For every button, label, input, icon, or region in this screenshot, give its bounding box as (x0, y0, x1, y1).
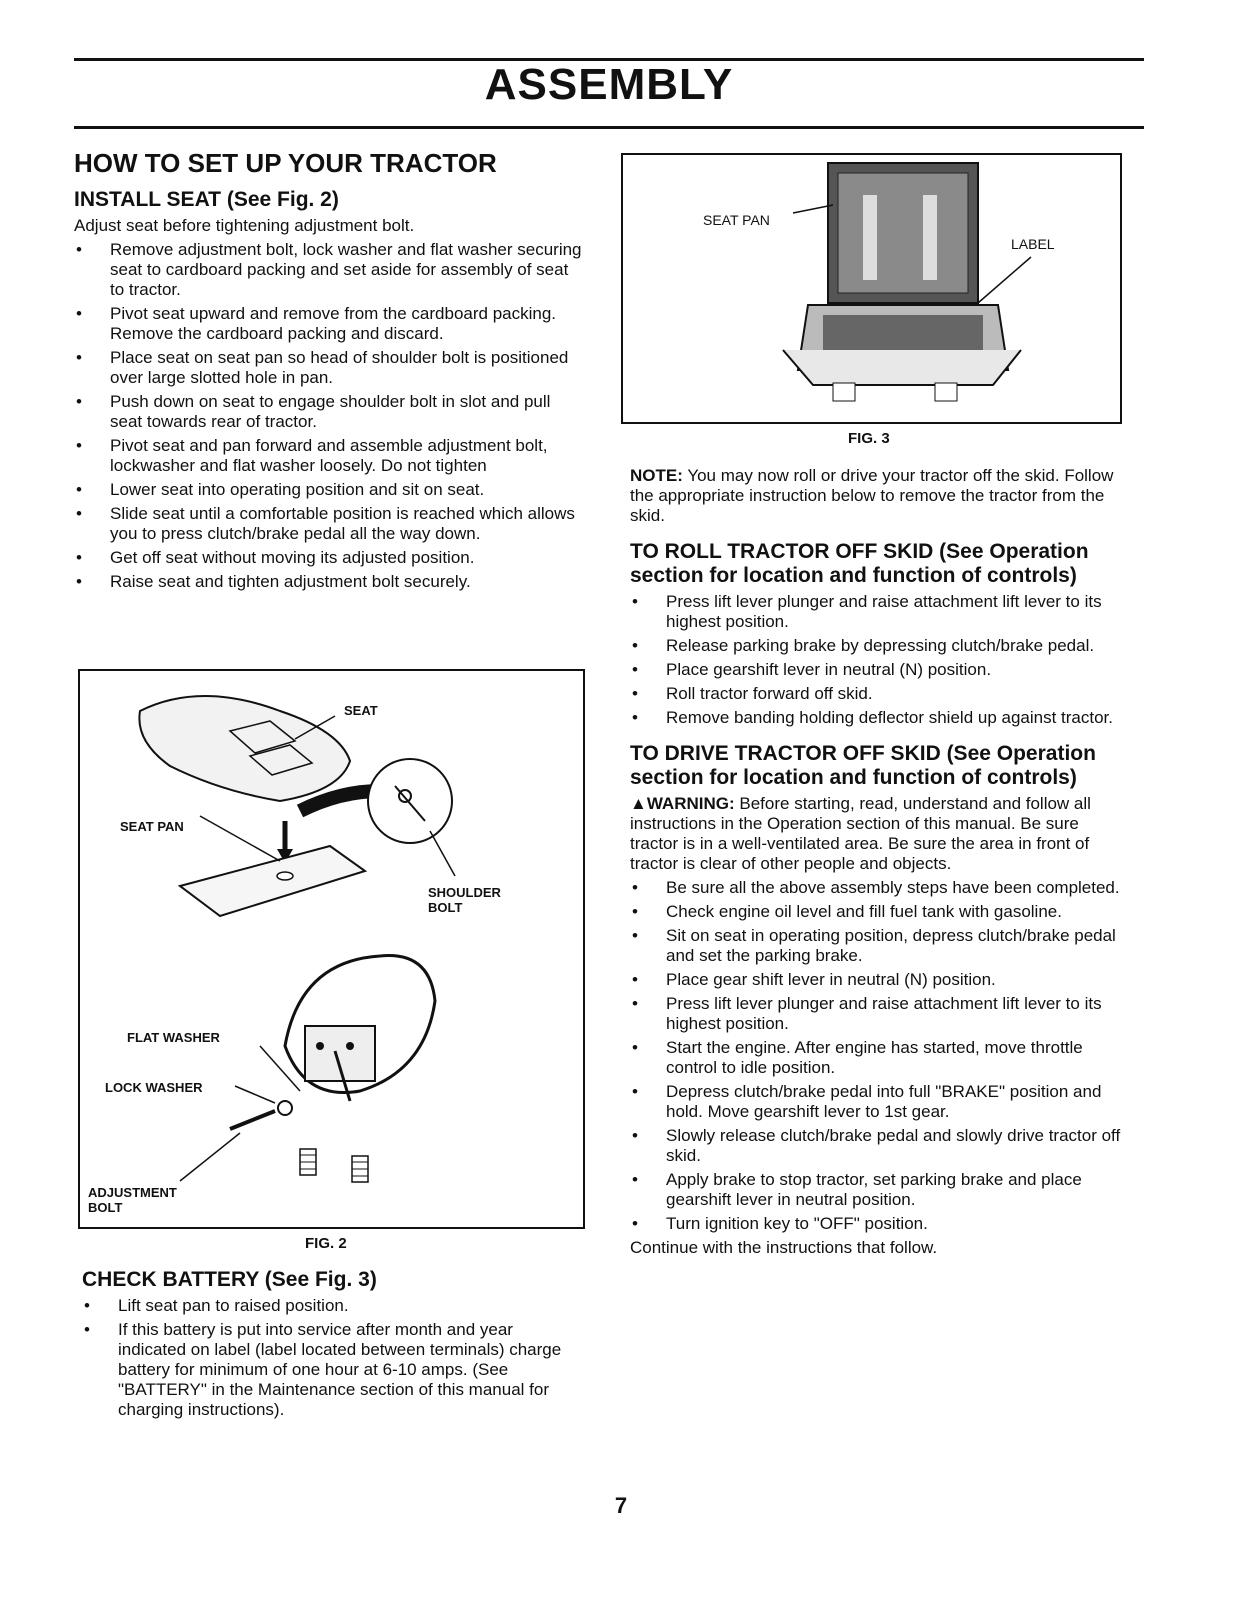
list-item: • Release parking brake by depressing clutch/brake pedal. (630, 636, 1130, 656)
list-item: • Slide seat until a comfortable position is reached which allows you to press clutch/brake pedal all the way down. (74, 504, 584, 544)
title-rule (74, 126, 1144, 129)
page-number: 7 (614, 1493, 628, 1518)
left-column (74, 148, 584, 596)
flat-washer-label: FLAT WASHER (127, 1030, 220, 1045)
drive-off-list (630, 878, 1130, 1234)
list-item: • Check engine oil level and fill fuel tank with gasoline. (630, 902, 1130, 922)
list-item: • Remove adjustment bolt, lock washer and flat washer securing seat to cardboard packing and set aside for assembly of seat to tractor. (74, 240, 584, 300)
fig2-caption: FIG. 2 (305, 1235, 347, 1252)
seat-label: SEAT (344, 703, 378, 718)
label-callout: LABEL (1011, 236, 1055, 252)
shoulder-bolt-label: SHOULDER BOLT (428, 885, 501, 915)
list-item: • Lower seat into operating position and sit on seat. (74, 480, 584, 500)
roll-off-list (630, 592, 1130, 728)
list-item: • Press lift lever plunger and raise attachment lift lever to its highest position. (630, 994, 1130, 1034)
check-battery-list (82, 1296, 582, 1420)
list-item: • Pivot seat and pan forward and assemble adjustment bolt, lockwasher and flat washer loosely. Do not tighten (74, 436, 584, 476)
battery-seat-pan-diagram (623, 155, 1120, 422)
list-item: • Place gear shift lever in neutral (N) position. (630, 970, 1130, 990)
list-item: • Push down on seat to engage shoulder bolt in slot and pull seat towards rear of tractor. (74, 392, 584, 432)
seat-pan-label: SEAT PAN (120, 819, 184, 834)
drive-off-heading: TO DRIVE TRACTOR OFF SKID (See Operation section for location and function of controls) (630, 742, 1096, 789)
fig3-caption: FIG. 3 (848, 430, 890, 447)
warning-text: Before starting, read, understand and follow all instructions in the Operation section of this manual. Be sure tractor is in a well-ventilated area. Be sure the area in front of tractor is clear of other people and objects. (630, 794, 1091, 873)
adjustment-bolt-label: ADJUSTMENT BOLT (88, 1185, 177, 1215)
list-item: • If this battery is put into service after month and year indicated on label (label located between terminals) charge battery for minimum of one hour at 6-10 amps. (See "BATTERY" in the Maintenance section of this manual for charging instructions). (82, 1320, 582, 1420)
right-column (630, 466, 1130, 1262)
list-item: • Place gearshift lever in neutral (N) position. (630, 660, 1130, 680)
seat-pan-label: SEAT PAN (703, 212, 770, 228)
list-item: • Lift seat pan to raised position. (82, 1296, 582, 1316)
warning-label: WARNING: (646, 794, 735, 813)
check-battery-section (82, 1268, 582, 1424)
list-item: • Roll tractor forward off skid. (630, 684, 1130, 704)
figure-3 (621, 153, 1122, 424)
figure-2 (78, 669, 585, 1229)
install-seat-intro: Adjust seat before tightening adjustment bolt. (74, 216, 415, 235)
note-text: You may now roll or drive your tractor off the skid. Follow the appropriate instruction below to remove the tractor from the skid. (630, 466, 1114, 525)
section-title: HOW TO SET UP YOUR TRACTOR (74, 148, 497, 178)
list-item: • Apply brake to stop tractor, set parking brake and place gearshift lever in neutral position. (630, 1170, 1130, 1210)
roll-off-heading: TO ROLL TRACTOR OFF SKID (See Operation section for location and function of controls) (630, 540, 1089, 587)
check-battery-heading: CHECK BATTERY (See Fig. 3) (82, 1268, 377, 1291)
list-item: • Pivot seat upward and remove from the cardboard packing. Remove the cardboard packing and discard. (74, 304, 584, 344)
warning-paragraph (630, 794, 1130, 874)
note-paragraph (630, 466, 1130, 526)
closing-text: Continue with the instructions that follow. (630, 1238, 938, 1257)
list-item: • Place seat on seat pan so head of shoulder bolt is positioned over large slotted hole in pan. (74, 348, 584, 388)
list-item: • Start the engine. After engine has started, move throttle control to idle position. (630, 1038, 1130, 1078)
list-item: • Be sure all the above assembly steps have been completed. (630, 878, 1130, 898)
list-item: • Sit on seat in operating position, depress clutch/brake pedal and set the parking brake. (630, 926, 1130, 966)
page-title: ASSEMBLY (484, 60, 734, 109)
install-seat-heading: INSTALL SEAT (See Fig. 2) (74, 188, 339, 211)
seat-assembly-diagram (80, 671, 583, 1227)
list-item: • Turn ignition key to "OFF" position. (630, 1214, 1130, 1234)
list-item: • Slowly release clutch/brake pedal and slowly drive tractor off skid. (630, 1126, 1130, 1166)
list-item: • Get off seat without moving its adjusted position. (74, 548, 584, 568)
warning-icon: ▲ (630, 794, 647, 813)
note-label: NOTE: (630, 466, 683, 485)
list-item: • Raise seat and tighten adjustment bolt securely. (74, 572, 584, 592)
lock-washer-label: LOCK WASHER (105, 1080, 203, 1095)
list-item: • Remove banding holding deflector shield up against tractor. (630, 708, 1130, 728)
list-item: • Depress clutch/brake pedal into full "BRAKE" position and hold. Move gearshift lever to 1st gear. (630, 1082, 1130, 1122)
list-item: • Press lift lever plunger and raise attachment lift lever to its highest position. (630, 592, 1130, 632)
install-seat-list (74, 240, 584, 592)
